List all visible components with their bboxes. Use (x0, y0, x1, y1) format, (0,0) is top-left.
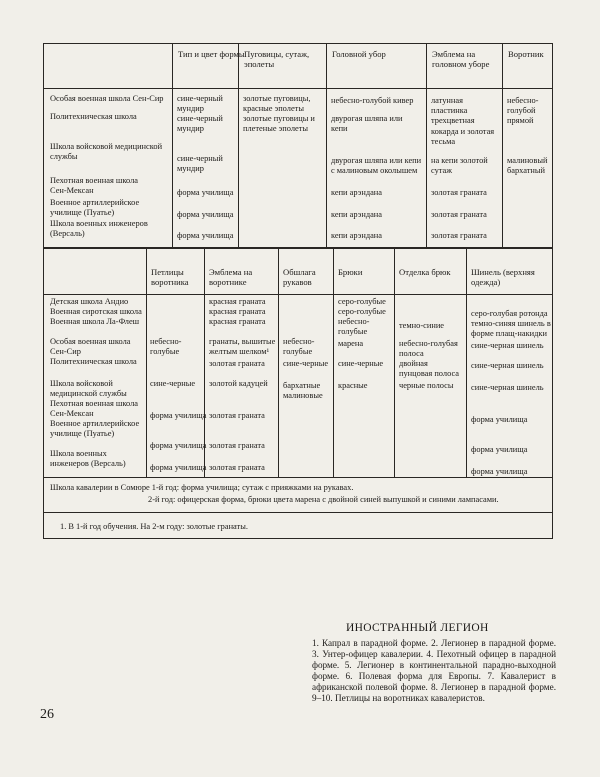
cell: золотые пуговицы, красные эполеты (243, 94, 311, 114)
row-label: Политехническая школа (50, 112, 137, 121)
cell: форма училища (150, 441, 207, 450)
cell: серо-голубые (338, 297, 386, 306)
header-divider (44, 294, 552, 295)
cell: сине-черный мундир (177, 154, 223, 174)
cell: кепи арэндана (331, 188, 383, 197)
header-greatcoat: Шинель (верхняя одежда) (471, 267, 535, 288)
cell: темно-синие (399, 321, 445, 330)
cell: форма училища (177, 188, 234, 197)
cell: сине-черная шинель (471, 383, 544, 392)
cell: форма училища (471, 445, 528, 454)
cavalry-note-2: 2-й год: офицерская форма, брюки цвета марена с двойной синей выпушкой и синими лампасами. (148, 495, 499, 504)
cell: небесно-голубой кивер (331, 96, 414, 105)
cell: красная граната (209, 297, 266, 306)
row-label: Школа военных инженеров (Версаль) (50, 449, 126, 469)
col-divider (326, 44, 327, 248)
legend-title: ИНОСТРАННЫЙ ЛЕГИОН (346, 622, 489, 634)
row-label: Особая военная школа Сен-Сир (50, 337, 131, 357)
uniform-table-bottom (43, 248, 553, 513)
cell: форма училища (177, 231, 234, 240)
cell: золотая граната (431, 231, 487, 240)
header-collar: Воротник (508, 49, 544, 59)
row-label: Военная школа Ла-Флеш (50, 317, 140, 326)
header-trouser-trim: Отделка брюк (399, 267, 451, 277)
col-divider (394, 249, 395, 477)
cell: небесно-голубая полоса (399, 339, 458, 359)
col-divider (502, 44, 503, 248)
cell: красная граната (209, 317, 266, 326)
header-buttons: Пуговицы, сутаж, эполеты (244, 49, 310, 70)
header-headgear: Головной убор (332, 49, 386, 59)
cell: малиновый бархатный (507, 156, 548, 176)
cell: форма училища (177, 210, 234, 219)
header-divider (44, 88, 552, 89)
row-label: Политехническая школа (50, 357, 137, 366)
cell: форма училища (471, 467, 528, 476)
cell: сине-черная шинель (471, 341, 544, 350)
cell: черные полосы (399, 381, 454, 390)
cell: небесно-голубой прямой (507, 96, 539, 126)
cell: латунная пластинка трехцветная кокарда и золотая тесьма (431, 96, 495, 146)
cell: золотой кадуцей (209, 379, 268, 388)
cell: сине-черные (283, 359, 329, 368)
cell: двурогая шляпа или кепи с малиновым околышем (331, 156, 422, 176)
cell: золотая граната (431, 188, 487, 197)
cell: сине-черный мундир (177, 94, 223, 114)
row-label: Пехотная военная школа Сен-Мексан (50, 176, 139, 196)
cell: форма училища (471, 415, 528, 424)
uniform-table-top (43, 43, 553, 248)
row-label: Особая военная школа Сен-Сир (50, 94, 164, 103)
cell: серо-голубая ротонда (471, 309, 548, 318)
cell: золотая граната (209, 411, 265, 420)
row-label: Школа военных инженеров (Версаль) (50, 219, 148, 239)
cell: золотая граната (431, 210, 487, 219)
page-number: 26 (40, 707, 54, 722)
col-divider (172, 44, 173, 248)
cell: на кепи золотой сутаж (431, 156, 488, 176)
col-divider (426, 44, 427, 248)
cell: золотая граната (209, 359, 265, 368)
header-collar-emblem: Эмблема на воротнике (209, 267, 253, 288)
header-trousers: Брюки (338, 267, 363, 277)
cell: темно-синяя шинель в форме плащ-накидки (471, 319, 551, 339)
cell: золотая граната (209, 463, 265, 472)
cell: золотая граната (209, 441, 265, 450)
header-emblem: Эмблема на головном уборе (432, 49, 490, 70)
row-label: Школа войсковой медицинской службы (50, 379, 127, 399)
cell: марена (338, 339, 364, 348)
cell: небесно-голубые (150, 337, 182, 357)
legend-body: 1. Капрал в парадной форме. 2. Легионер в парадной форме. 3. Унтер-офицер кавалерии. 4. Пехотный офицер в парадной форме. 5. Легионер в континентальной парадно-выходной форме. 6. Полевая форма для Европы. 7. Кавалерист в африканской полевой форме. 8. Легионер в парадной форме. 9–10. Петлицы на воротниках кавалеристов. (312, 638, 556, 703)
cavalry-note-1: Школа кавалерии в Сомюре 1-й год: форма училища; сутаж с прияжками на рукавах. (50, 483, 354, 492)
cell: красная граната (209, 307, 266, 316)
cell: сине-черные (338, 359, 384, 368)
cell: небесно-голубые (338, 317, 370, 337)
cell: двойная пунцовая полоса (399, 359, 459, 379)
cell: сине-черный мундир (177, 114, 223, 134)
row-label: Школа войсковой медицинской службы (50, 142, 163, 162)
row-label: Военная сиротская школа (50, 307, 142, 316)
row-label: Военное артиллерийское училище (Пуатье) (50, 198, 140, 218)
cell: красные (338, 381, 368, 390)
cell: форма училища (150, 463, 207, 472)
header-cuffs: Обшлага рукавов (283, 267, 316, 288)
row-label: Детская школа Андио (50, 297, 129, 306)
footnote-box (43, 513, 553, 539)
header-collar-tabs: Петлицы воротника (151, 267, 189, 288)
col-divider (238, 44, 239, 248)
row-label: Военное артиллерийское училище (Пуатье) (50, 419, 140, 439)
header-type-color: Тип и цвет формы (178, 49, 245, 59)
row-label: Пехотная военная школа Сен-Мексан (50, 399, 139, 419)
cell: сине-черные (150, 379, 196, 388)
cell: кепи арэндана (331, 210, 383, 219)
col-divider (278, 249, 279, 477)
cell: двурогая шляпа или кепи (331, 114, 403, 134)
cell: небесно-голубые (283, 337, 315, 357)
cell: золотые пуговицы и плетеные эполеты (243, 114, 315, 134)
cell: бархатные малиновые (283, 381, 323, 401)
footnote-text: 1. В 1-й год обучения. На 2-м году: золотые гранаты. (60, 522, 248, 531)
cell: кепи арэндана (331, 231, 383, 240)
cell: гранаты, вышитые желтым шелком¹ (209, 337, 276, 357)
cell: серо-голубые (338, 307, 386, 316)
col-divider (333, 249, 334, 477)
cell: сине-черная шинель (471, 361, 544, 370)
col-divider (146, 249, 147, 477)
col-divider (466, 249, 467, 477)
cell: форма училища (150, 411, 207, 420)
